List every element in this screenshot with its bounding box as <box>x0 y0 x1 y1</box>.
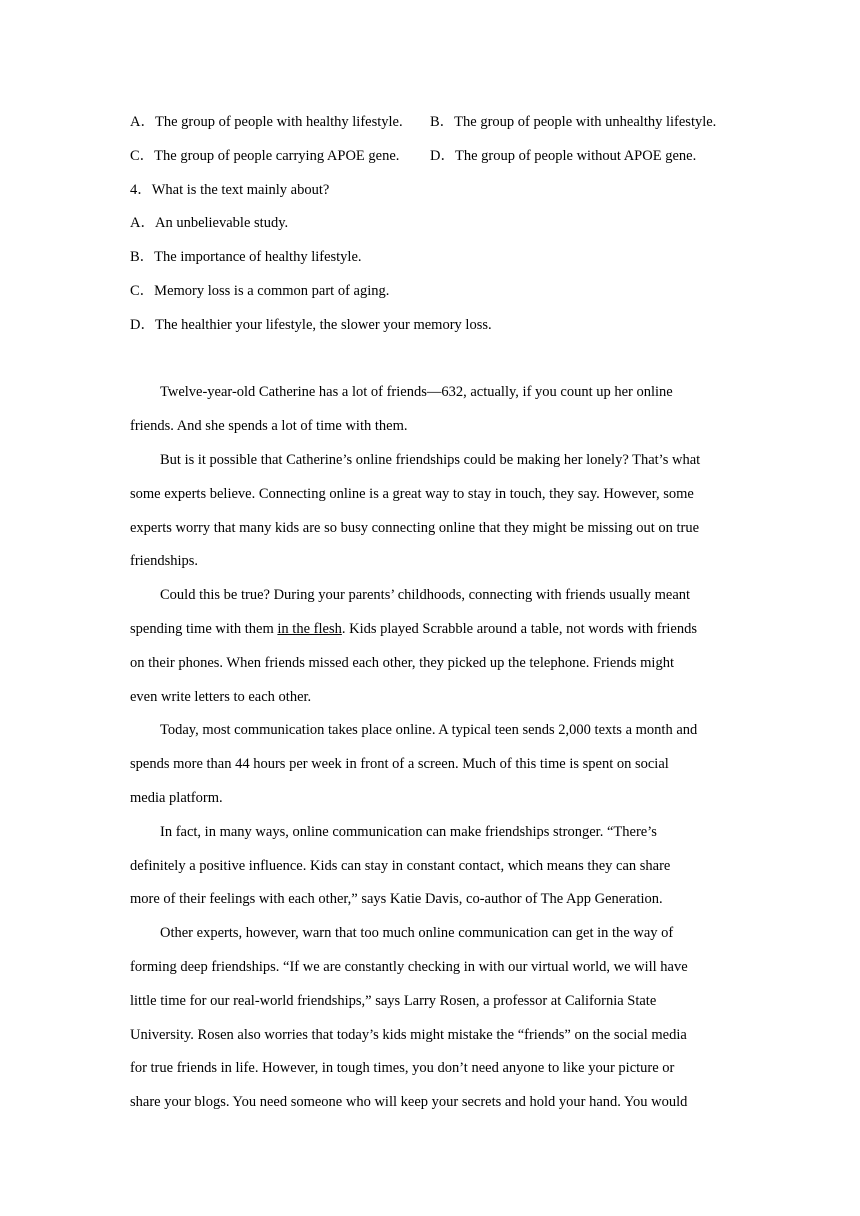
passage-p4-line-2: spends more than 44 hours per week in front of a screen. Much of this time is spent on social <box>130 756 669 772</box>
passage-p3-line-1: Could this be true? During your parents’ childhoods, connecting with friends usually meant <box>160 587 691 603</box>
passage-p4-line-3: media platform. <box>130 790 223 806</box>
passage-p3-line-2-post: . Kids played Scrabble around a table, not words with friends <box>341 621 698 637</box>
q4-option-b: B．The importance of healthy lifestyle. <box>130 249 362 265</box>
passage-p4-line-1: Today, most communication takes place online. A typical teen sends 2,000 texts a month and <box>160 722 698 738</box>
passage-p3-line-3: on their phones. When friends missed each other, they picked up the telephone. Friends might <box>130 655 674 671</box>
underlined-phrase: in the flesh <box>277 621 342 637</box>
passage-p3-line-2-pre: spending time with them <box>130 621 278 637</box>
passage-p5-line-2: definitely a positive influence. Kids can stay in constant contact, which means they can share <box>130 858 671 874</box>
passage-p1-line-1: Twelve-year-old Catherine has a lot of friends—632, actually, if you count up her online <box>160 384 673 400</box>
passage-p6-line-4: University. Rosen also worries that today’s kids might mistake the “friends” on the social media <box>130 1027 687 1043</box>
q3-option-a: A．The group of people with healthy lifestyle. <box>130 114 403 130</box>
passage-p6-line-3: little time for our real-world friendships,” says Larry Rosen, a professor at California State <box>130 993 657 1009</box>
q3-option-d: D．The group of people without APOE gene. <box>430 148 697 164</box>
passage-p6-line-2: forming deep friendships. “If we are constantly checking in with our virtual world, we will have <box>130 959 688 975</box>
passage-p2-line-1: But is it possible that Catherine’s online friendships could be making her lonely? That’s what <box>160 452 701 468</box>
passage-p2-line-3: experts worry that many kids are so busy connecting online that they might be missing out on true <box>130 520 700 536</box>
passage-p3-line-4: even write letters to each other. <box>130 689 312 705</box>
passage-p6-line-6: share your blogs. You need someone who will keep your secrets and hold your hand. You would <box>130 1094 688 1110</box>
passage-p3-line-2 <box>130 619 697 639</box>
q4-stem: 4．What is the text mainly about? <box>130 182 330 198</box>
passage-p2-line-4: friendships. <box>130 553 199 569</box>
passage-p2-line-2: some experts believe. Connecting online is a great way to stay in touch, they say. However, some <box>130 486 694 502</box>
passage-p6-line-1: Other experts, however, warn that too much online communication can get in the way of <box>160 925 674 941</box>
q4-option-a: A．An unbelievable study. <box>130 215 289 231</box>
passage-p5-line-1: In fact, in many ways, online communication can make friendships stronger. “There’s <box>160 824 657 840</box>
q4-option-d: D．The healthier your lifestyle, the slower your memory loss. <box>130 317 492 333</box>
q3-option-b: B．The group of people with unhealthy lifestyle. <box>430 114 717 130</box>
passage-p6-line-5: for true friends in life. However, in tough times, you don’t need anyone to like your picture or <box>130 1060 675 1076</box>
q4-option-c: C．Memory loss is a common part of aging. <box>130 283 390 299</box>
passage-p1-line-2: friends. And she spends a lot of time with them. <box>130 418 408 434</box>
passage-p5-line-3: more of their feelings with each other,” says Katie Davis, co-author of The App Generation. <box>130 891 663 907</box>
q3-option-c: C．The group of people carrying APOE gene. <box>130 148 400 164</box>
